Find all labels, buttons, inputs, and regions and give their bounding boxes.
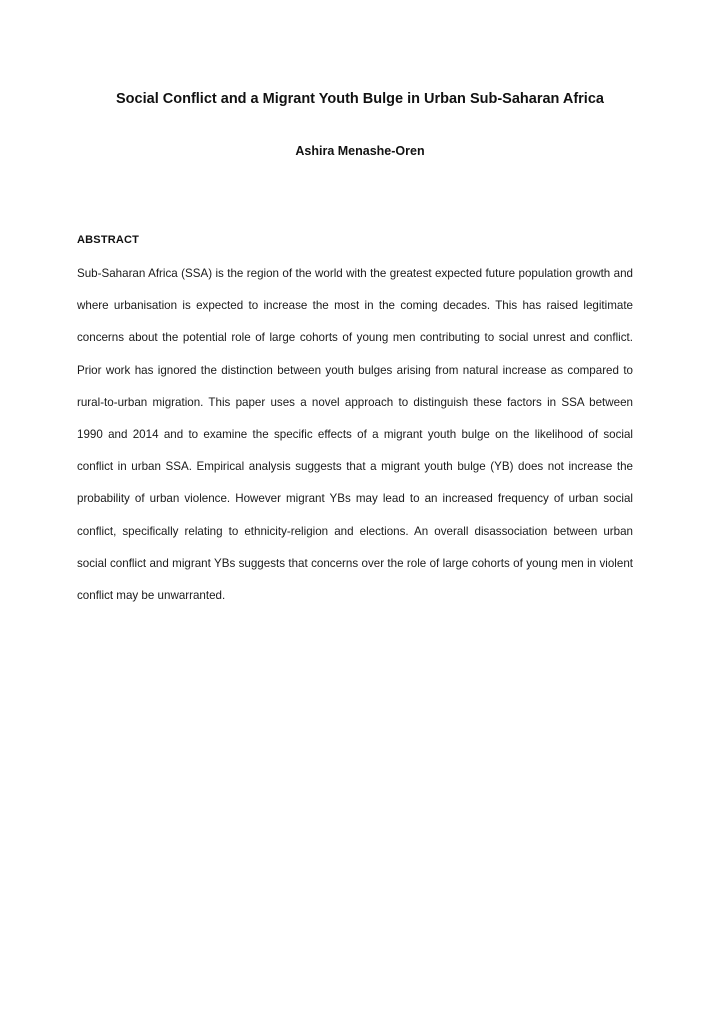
abstract-body: Sub-Saharan Africa (SSA) is the region of the world with the greatest expected future population growth and where urbanisation is expected to increase the most in the coming decades. This has raised legitimate concerns about the potential role of large cohorts of young men contributing to social unrest and conflict. Prior work has ignored the distinction between youth bulges arising from natural increase as compared to rural-to-urban migration. This paper uses a novel approach to distinguish these factors in SSA between 1990 and 2014 and to examine the specific effects of a migrant youth bulge on the likelihood of social conflict in urban SSA. Empirical analysis suggests that a migrant youth bulge (YB) does not increase the probability of urban violence. However migrant YBs may lead to an increased frequency of urban social conflict, specifically relating to ethnicity-religion and elections. An overall disassociation between urban social conflict and migrant YBs suggests that concerns over the role of large cohorts of young men in violent conflict may be unwarranted.	[77, 267, 633, 603]
paper-title: Social Conflict and a Migrant Youth Bulge in Urban Sub-Saharan Africa	[116, 91, 604, 107]
abstract-heading: ABSTRACT	[77, 234, 140, 246]
author-name: Ashira Menashe-Oren	[295, 144, 425, 158]
